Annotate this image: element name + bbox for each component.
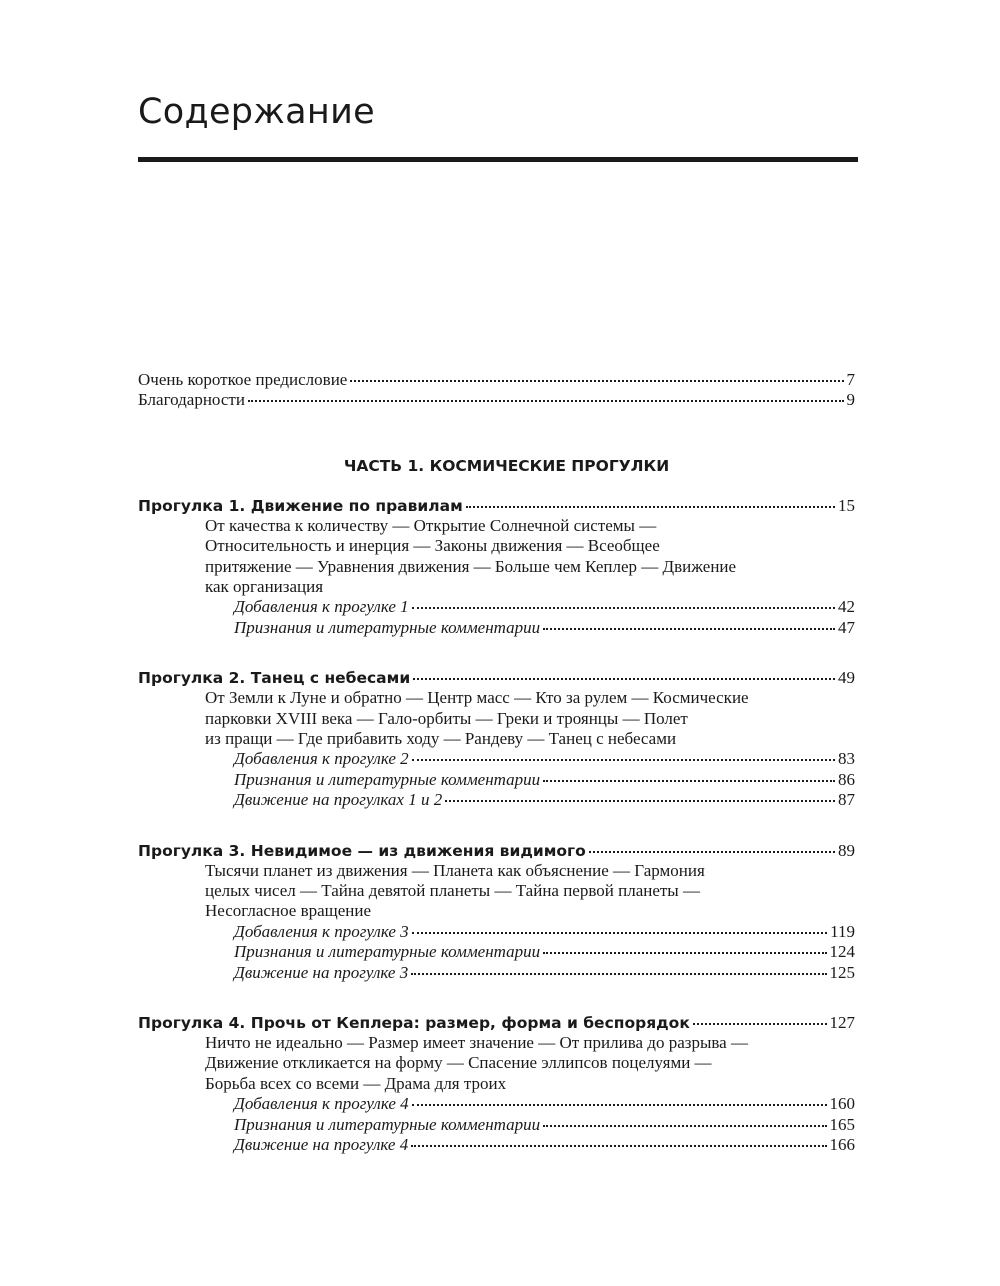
dot-leader [412,1104,827,1106]
description-line: Тысячи планет из движения — Планета как объяснение — Гармония [205,860,705,880]
toc-entry-acknowledgements[interactable] [138,390,855,410]
description-line: Движение откликается на форму — Спасение эллипсов поцелуями — [205,1053,712,1073]
subentry-label: Добавления к прогулке 2 [234,749,409,769]
toc-entry-label: Благодарности [138,390,245,410]
toc-page-number: 15 [838,495,855,515]
toc-page-number: 42 [838,597,855,617]
toc-page-number: 7 [846,370,855,389]
toc-subentry[interactable] [138,597,855,617]
dot-leader [543,952,826,954]
toc-page-number: 47 [838,617,855,637]
title-rule [138,157,858,162]
part-heading: ЧАСТЬ 1. КОСМИЧЕСКИЕ ПРОГУЛКИ [343,456,670,475]
subentry-label: Признания и литературные комментарии [234,617,541,637]
dot-leader [543,780,835,782]
dot-leader [413,678,835,680]
description-line: Несогласное вращение [205,901,372,921]
toc-subentry[interactable] [138,942,855,962]
dot-leader [445,800,835,802]
dot-leader [412,607,835,609]
toc-page-number: 165 [829,1114,855,1134]
walk-title: Прогулка 3. Невидимое — из движения видимого [138,841,586,860]
walk-section [138,495,855,638]
toc-subentry[interactable] [138,770,855,790]
toc-subentry[interactable] [138,963,855,983]
description-line: из пращи — Где прибавить ходу — Рандеву — Танец с небесами [205,729,677,748]
dot-leader [411,973,826,975]
walk-section [138,1012,855,1155]
walk-description [138,516,845,598]
subentry-label: Добавления к прогулке 1 [234,597,409,617]
toc-subentry[interactable] [138,749,855,769]
description-line: От качества к количеству — Открытие Солнечной системы — [205,515,657,535]
toc-subentry[interactable] [138,618,855,638]
toc-entry-label: Очень короткое предисловие [138,370,348,389]
description-line: Борьба всех со всеми — Драма для троих [205,1073,507,1093]
toc-page-number: 89 [838,840,855,860]
toc-page-number: 125 [829,962,855,982]
description-line: От Земли к Луне и обратно — Центр масс — Кто за рулем — Космические [205,688,749,708]
subentry-label: Признания и литературные комментарии [234,769,541,789]
toc-page-number: 127 [829,1012,855,1032]
subentry-label: Движение на прогулке 4 [234,1134,409,1154]
toc-entry-walk-1[interactable] [138,495,855,516]
walk-description [138,1033,845,1094]
toc-subentry[interactable] [138,1135,855,1155]
description-line: Ничто не идеально — Размер имеет значение — От прилива до разрыва — [205,1032,748,1052]
subentry-label: Признания и литературные комментарии [234,1114,541,1134]
dot-leader [543,1125,826,1127]
toc-page-number: 9 [846,390,855,410]
description-line: притяжение — Уравнения движения — Больше чем Кеплер — Движение [205,556,737,576]
toc-subentry[interactable] [138,922,855,942]
toc-page-number: 49 [838,668,855,688]
toc-page-number: 119 [830,921,855,941]
toc-page-number: 124 [829,942,855,962]
toc-page-number: 166 [829,1134,855,1154]
subentry-label: Добавления к прогулке 4 [234,1094,409,1114]
description-line: парковки XVIII века — Гало-орбиты — Греки и троянцы — Полет [205,708,688,728]
description-line: Относительность и инерция — Законы движения — Всеобщее [205,536,660,556]
subentry-label: Движение на прогулке 3 [234,962,409,982]
description-line: как организация [205,577,324,596]
toc-page-number: 83 [838,749,855,769]
toc-entry-walk-4[interactable] [138,1012,855,1033]
toc-subentry[interactable] [138,1115,855,1135]
toc-page-number: 87 [838,790,855,810]
dot-leader [412,759,835,761]
walk-description [138,861,845,922]
dot-leader [693,1023,827,1025]
toc-entry-walk-2[interactable] [138,667,855,688]
walk-title: Прогулка 2. Танец с небесами [138,669,411,688]
dot-leader [412,932,827,934]
subentry-label: Движение на прогулках 1 и 2 [234,790,443,810]
walk-title: Прогулка 4. Прочь от Кеплера: размер, форма и беспорядок [138,1013,690,1032]
description-line: целых чисел — Тайна девятой планеты — Тайна первой планеты — [205,880,700,900]
toc-entry-walk-3[interactable] [138,840,855,861]
dot-leader [350,380,843,382]
dot-leader [589,851,835,853]
toc-subentry[interactable] [138,790,855,810]
walk-title: Прогулка 1. Движение по правилам [138,496,463,515]
toc-page-number: 160 [829,1094,855,1114]
dot-leader [248,400,844,402]
toc-entry-preface[interactable] [138,370,855,390]
dot-leader [466,506,835,508]
walk-section [138,840,855,983]
page-title: Содержание [138,92,375,132]
walks-list [138,495,855,1156]
table-of-contents [138,370,855,1155]
subentry-label: Добавления к прогулке 3 [234,921,409,941]
walk-section [138,667,855,810]
walk-description [138,688,845,749]
subentry-label: Признания и литературные комментарии [234,942,541,962]
dot-leader [543,628,835,630]
toc-page-number: 86 [838,769,855,789]
toc-subentry[interactable] [138,1094,855,1114]
dot-leader [411,1145,826,1147]
